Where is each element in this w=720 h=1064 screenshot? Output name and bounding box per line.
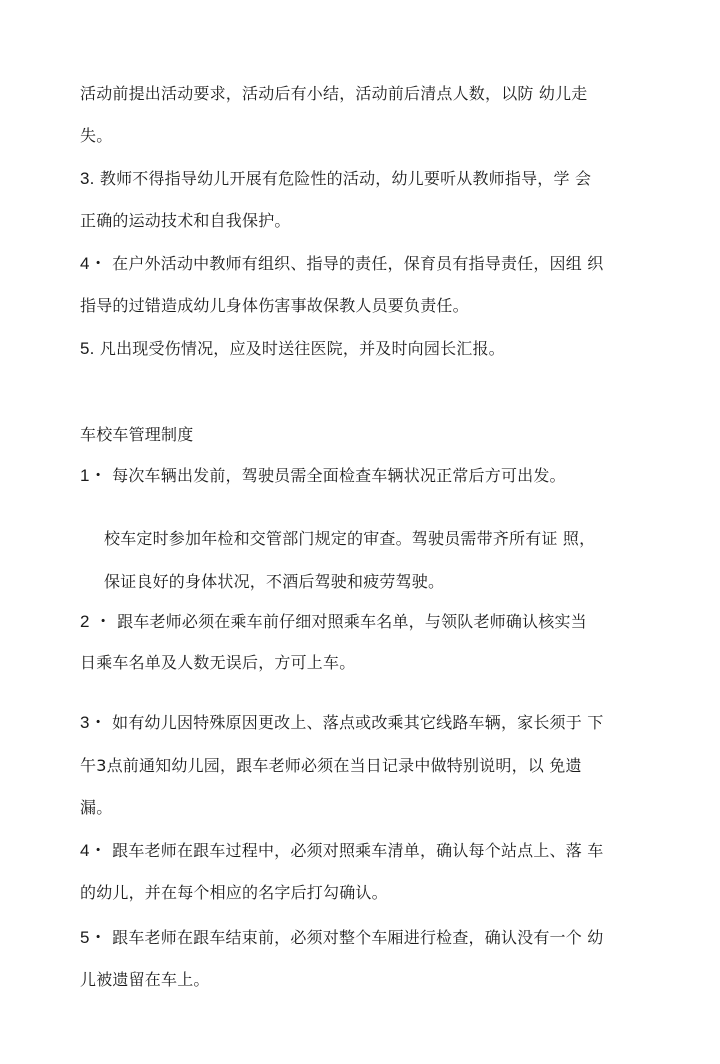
list-item-5b-line1	[80, 927, 603, 949]
list-item-3b-line1	[80, 712, 603, 734]
list-number: 5.	[80, 339, 95, 358]
list-text: 跟车老师在跟车结束前，必须对整个车厢进行检查，确认没有一个 幼	[112, 928, 604, 947]
list-text: 如有幼儿因特殊原因更改上、落点或改乘其它线路车辆，家长须于 下	[112, 713, 604, 732]
paragraph-line: 活动前提出活动要求，活动后有小结，活动前后清点人数，以防 幼儿走	[80, 84, 588, 103]
list-item-3-line2: 正确的运动技术和自我保护。	[80, 211, 291, 230]
list-item-4b-line2: 的幼儿，并在每个相应的名字后打勾确认。	[80, 883, 388, 902]
list-item-4-line1	[80, 253, 603, 275]
list-text: 在户外活动中教师有组织、指导的责任，保育员有指导责任，因组 织	[112, 254, 604, 273]
list-number: 3.	[80, 169, 95, 188]
list-item-5b-line2: 儿被遗留在车上。	[80, 970, 210, 989]
list-number: 2 ・	[80, 612, 112, 631]
list-item-5-line1	[80, 338, 505, 360]
list-item-2-line1	[80, 611, 587, 633]
list-item-3-line1	[80, 168, 591, 190]
list-number: 4・	[80, 841, 107, 860]
list-number: 5・	[80, 928, 107, 947]
list-text: 跟车老师必须在乘车前仔细对照乘车名单，与领队老师确认核实当	[117, 612, 587, 631]
list-item-4-line2: 指导的过错造成幼儿身体伤害事故保教人员要负责任。	[80, 296, 469, 315]
list-item-3b-line3: 漏。	[80, 798, 113, 817]
list-number: 4・	[80, 254, 107, 273]
list-item-1-line1	[80, 465, 566, 487]
list-text: 跟车老师在跟车过程中，必须对照乘车清单，确认每个站点上、落 车	[112, 841, 604, 860]
indented-line: 保证良好的身体状况，不酒后驾驶和疲劳驾驶。	[104, 572, 445, 591]
indented-line: 校车定时参加年检和交管部门规定的审查。驾驶员需带齐所有证 照，	[104, 529, 596, 548]
list-item-2-line2: 日乘车名单及人数无误后，方可上车。	[80, 653, 356, 672]
list-number: 1・	[80, 466, 107, 485]
list-text: 教师不得指导幼儿开展有危险性的活动，幼儿要听从教师指导，学 会	[99, 169, 592, 188]
list-item-3b-line2: 午3点前通知幼儿园，跟车老师必须在当日记录中做特别说明，以 免遗	[80, 756, 582, 775]
paragraph-line: 失。	[80, 126, 113, 145]
list-item-4b-line1	[80, 840, 603, 862]
list-text: 每次车辆出发前，驾驶员需全面检查车辆状况正常后方可出发。	[112, 466, 566, 485]
section-title: 车校车管理制度	[80, 425, 194, 444]
list-text: 凡出现受伤情况，应及时送往医院，并及时向园长汇报。	[99, 339, 505, 358]
list-number: 3・	[80, 713, 107, 732]
